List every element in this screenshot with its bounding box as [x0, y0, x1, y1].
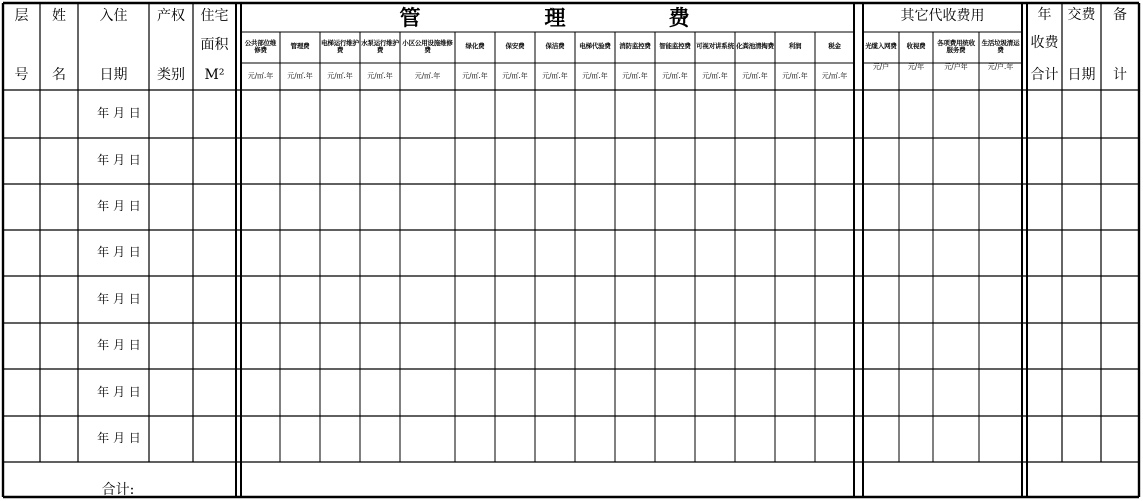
left-header-top: 入住: [99, 7, 128, 24]
left-header-bottom: M²: [204, 67, 225, 84]
mgmt-item-unit: 元/㎡.年: [622, 72, 648, 81]
mgmt-item-unit: 元/㎡.年: [327, 72, 353, 81]
mgmt-item-name: 化粪池清掏费: [736, 42, 774, 51]
mgmt-item-name: 绿化费: [465, 42, 485, 51]
mgmt-item-name: 税金: [828, 42, 841, 51]
left-header-middle: 面积: [200, 36, 229, 53]
mgmt-item-unit: 元/㎡.年: [287, 72, 313, 81]
mgmt-item-name: 利润: [788, 42, 802, 51]
mgmt-item-unit: 元/㎡.年: [662, 72, 688, 81]
mgmt-item-unit: 元/㎡.年: [414, 72, 441, 81]
mgmt-item-unit: 元/㎡.年: [821, 72, 848, 81]
other-item-unit: 元/户.年: [987, 62, 1014, 71]
left-header-top: 层: [14, 7, 29, 24]
left-header-top: 产权: [157, 7, 185, 24]
right-header-top: 年: [1037, 6, 1052, 23]
mgmt-title-char: 费: [668, 4, 690, 30]
mgmt-item-unit: 元/㎡.年: [782, 72, 808, 81]
right-header-top: 交费: [1067, 6, 1096, 23]
move-in-date-cell: 年 月 日: [97, 431, 141, 446]
other-item-unit: 元/户年: [944, 62, 968, 71]
other-item-name: 生活垃圾清运费: [981, 38, 1020, 54]
mgmt-item-name: 智能监控费: [659, 42, 691, 51]
mgmt-item-name: 电梯运行维护费: [321, 38, 359, 54]
mgmt-item-name: 公共部位维修费: [244, 38, 277, 54]
right-header-bottom: 计: [1113, 67, 1127, 84]
mgmt-item-name: 消防监控费: [619, 42, 651, 51]
right-header-bottom: 合计: [1030, 67, 1059, 84]
mgmt-item-unit: 元/㎡.年: [502, 72, 528, 81]
left-header-top: 姓: [52, 7, 66, 24]
move-in-date-cell: 年 月 日: [97, 291, 141, 306]
mgmt-item-name: 管理费: [290, 42, 310, 51]
left-header-bottom: 号: [14, 67, 29, 84]
left-header-bottom: 名: [52, 67, 66, 84]
other-item-unit: 元/户: [872, 62, 890, 71]
total-label: 合计:: [101, 481, 135, 498]
mgmt-item-name: 电梯代验费: [579, 42, 611, 51]
move-in-date-cell: 年 月 日: [97, 384, 141, 399]
other-fees-title: 其它代收费用: [900, 7, 985, 24]
move-in-date-cell: 年 月 日: [97, 153, 141, 168]
right-header-top: 备: [1113, 6, 1127, 23]
other-item-unit: 元/年: [907, 62, 925, 71]
mgmt-item-name: 保洁费: [545, 42, 565, 51]
other-item-name: 各项费用统收服务费: [937, 38, 975, 54]
mgmt-item-unit: 元/㎡.年: [542, 72, 568, 81]
left-header-bottom: 类别: [157, 67, 185, 84]
mgmt-title-char: 管: [399, 4, 421, 30]
move-in-date-cell: 年 月 日: [97, 106, 141, 121]
mgmt-item-name: 保安费: [505, 42, 525, 51]
mgmt-item-unit: 元/㎡.年: [462, 72, 488, 81]
mgmt-item-name: 水泵运行维护费: [361, 38, 399, 54]
mgmt-item-unit: 元/㎡.年: [367, 72, 393, 81]
mgmt-item-unit: 元/㎡.年: [742, 72, 768, 81]
left-header-top: 住宅: [200, 7, 229, 24]
mgmt-item-unit: 元/㎡.年: [582, 72, 608, 81]
right-header-bottom: 日期: [1067, 67, 1096, 84]
other-item-name: 光缆入网费: [865, 42, 897, 51]
left-header-bottom: 日期: [99, 67, 128, 84]
mgmt-item-unit: 元/㎡.年: [247, 72, 274, 81]
mgmt-item-unit: 元/㎡.年: [702, 72, 728, 81]
mgmt-item-name: 小区公用设施维修费: [402, 38, 453, 54]
mgmt-item-name: 可视对讲系统: [696, 42, 734, 51]
mgmt-title-char: 理: [544, 4, 566, 30]
move-in-date-cell: 年 月 日: [97, 245, 141, 260]
right-header-middle: 收费: [1030, 34, 1059, 51]
move-in-date-cell: 年 月 日: [97, 199, 141, 214]
other-item-name: 收视费: [906, 42, 926, 51]
move-in-date-cell: 年 月 日: [97, 338, 141, 353]
